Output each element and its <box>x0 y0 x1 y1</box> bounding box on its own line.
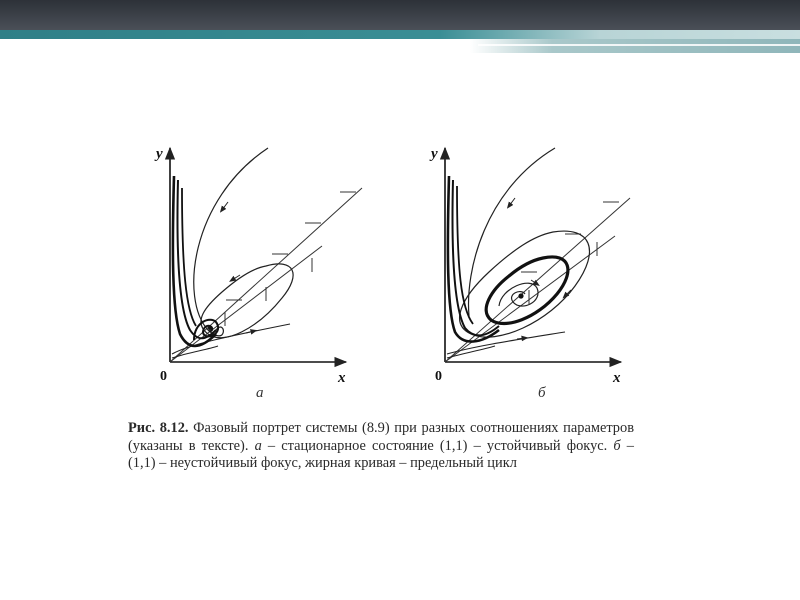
caption-text-part-3: – (1,1) – неустойчивый фокус, жирная кривая – предельный цикл <box>128 437 634 472</box>
panel-a-arrow-1 <box>222 202 228 210</box>
panel-a <box>154 146 362 401</box>
panel-a-stationary-point <box>208 326 212 330</box>
header-accent-stripe-secondary <box>470 39 800 53</box>
panel-a-sub-label: а <box>256 385 264 401</box>
panel-b-lower-trajectory <box>447 332 565 354</box>
panel-a-x-label: x <box>338 370 346 386</box>
panel-a-origin-label: 0 <box>160 369 167 384</box>
panel-a-isocline-1 <box>170 188 362 362</box>
panel-b-origin-label: 0 <box>435 369 442 384</box>
header-accent-line <box>478 44 800 46</box>
panel-b-stationary-point <box>518 293 523 298</box>
header-accent-stripe <box>0 30 800 39</box>
panel-b-sub-label: б <box>538 385 546 401</box>
header-bar <box>0 0 800 30</box>
caption-text-part-2: – стационарное состояние (1,1) – устойчивый фокус. <box>261 437 614 454</box>
phase-portrait-figure <box>150 140 640 420</box>
panel-b-focus-spiral <box>499 283 538 306</box>
panel-b-thick-curve-1 <box>448 176 499 342</box>
panel-b-limit-cycle <box>486 257 568 324</box>
caption-figure-number: Рис. 8.12. <box>128 420 189 436</box>
panel-b-isocline-1 <box>445 198 630 362</box>
panel-b-arrow-1 <box>509 198 515 206</box>
panel-a-thick-curve-3 <box>182 188 196 326</box>
panel-a-trajectory-outer <box>194 148 268 336</box>
panel-b-thick-curve-3 <box>457 186 473 324</box>
panel-a-y-label: y <box>156 146 163 162</box>
panel-b <box>429 146 630 401</box>
panel-b-x-label: x <box>613 370 621 386</box>
panel-a-bottom-trajectory <box>172 346 218 358</box>
panel-b-trajectory-outer <box>469 148 555 316</box>
caption-mark-a: а <box>254 437 262 454</box>
panel-b-outer-ellipse <box>460 231 590 337</box>
figure-caption <box>128 420 634 473</box>
caption-mark-b: б <box>613 437 621 454</box>
panel-b-y-label: y <box>431 146 438 162</box>
caption-text-part-1: Фазовый портрет системы (8.9) при разных соотношениях параметров (указаны в тексте). <box>128 420 634 454</box>
